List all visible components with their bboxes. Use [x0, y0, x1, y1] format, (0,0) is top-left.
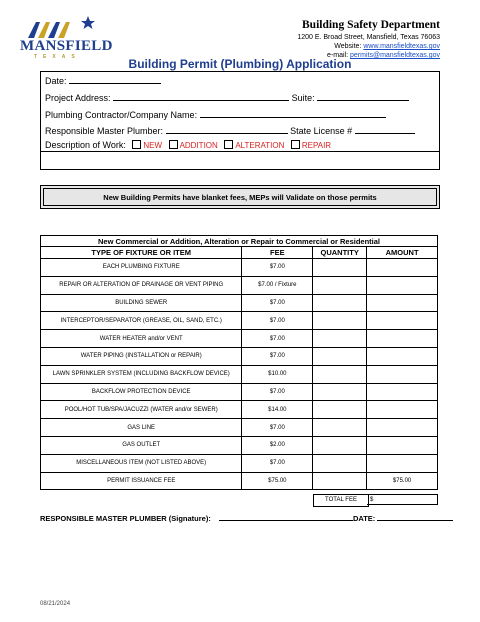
email-label: e-mail:	[327, 52, 349, 59]
quantity-cell[interactable]	[313, 436, 367, 454]
signature-date-label: DATE:	[352, 514, 376, 523]
quantity-cell[interactable]	[313, 312, 367, 330]
table-row	[41, 312, 438, 330]
item-fee: $7.00	[242, 294, 313, 312]
item-name: BUILDING SEWER	[41, 294, 242, 312]
amount-cell[interactable]	[367, 347, 438, 365]
addition-checkbox[interactable]	[169, 140, 178, 149]
total-fee-field[interactable]: $	[367, 494, 438, 505]
date-row	[45, 75, 161, 86]
quantity-cell[interactable]	[313, 330, 367, 348]
page-title: Building Permit (Plumbing) Application	[128, 57, 352, 71]
quantity-cell[interactable]	[313, 383, 367, 401]
website-label: Website:	[334, 43, 362, 50]
item-fee: $7.00	[242, 383, 313, 401]
amount-cell[interactable]	[367, 454, 438, 472]
signature-field[interactable]	[219, 512, 353, 521]
quantity-cell[interactable]	[313, 294, 367, 312]
item-fee: $75.00	[242, 472, 313, 490]
amount-cell[interactable]	[367, 276, 438, 294]
item-fee: $7.00 / Fixture	[242, 276, 313, 294]
contractor-label: Plumbing Contractor/Company Name:	[45, 110, 198, 120]
form-revision-date: 08/21/2024	[40, 601, 71, 607]
repair-checkbox[interactable]	[291, 140, 300, 149]
item-fee: $2.00	[242, 436, 313, 454]
table-row	[41, 276, 438, 294]
work-row	[45, 140, 331, 150]
item-fee: $7.00	[242, 347, 313, 365]
star-icon	[81, 16, 95, 29]
item-name: BACKFLOW PROTECTION DEVICE	[41, 383, 242, 401]
table-row	[41, 419, 438, 437]
license-field[interactable]	[355, 125, 415, 134]
work-description-label: Description of Work:	[45, 140, 126, 150]
contractor-field[interactable]	[200, 109, 386, 118]
applicant-form	[40, 71, 440, 170]
table-row	[41, 347, 438, 365]
item-fee: $14.00	[242, 401, 313, 419]
item-name: GAS OUTLET	[41, 436, 242, 454]
signature-date-field[interactable]	[377, 512, 453, 521]
table-row	[41, 330, 438, 348]
item-name: WATER PIPING (INSTALLATION or REPAIR)	[41, 347, 242, 365]
item-name: POOL/HOT TUB/SPA/JACUZZI (WATER and/or SEWER)	[41, 401, 242, 419]
quantity-cell[interactable]	[313, 401, 367, 419]
amount-cell[interactable]	[367, 401, 438, 419]
logo-subtitle: TEXAS	[34, 54, 81, 60]
addition-option-label: ADDITION	[179, 141, 218, 150]
item-name: GAS LINE	[41, 419, 242, 437]
amount-cell[interactable]	[367, 330, 438, 348]
item-name: INTERCEPTOR/SEPARATOR (GREASE, OIL, SAND, ETC.)	[41, 312, 242, 330]
table-row	[41, 259, 438, 277]
signature-label: RESPONSIBLE MASTER PLUMBER (Signature):	[40, 514, 211, 523]
new-option-label: NEW	[143, 141, 163, 150]
amount-cell[interactable]	[367, 259, 438, 277]
item-fee: $7.00	[242, 312, 313, 330]
table-row	[41, 383, 438, 401]
amount-cell[interactable]	[367, 365, 438, 383]
signature-row	[40, 512, 453, 523]
amount-cell[interactable]	[367, 383, 438, 401]
suite-label: Suite:	[291, 93, 315, 103]
form-divider	[41, 151, 439, 152]
department-name: Building Safety Department	[302, 19, 440, 31]
header-quantity: QUANTITY	[313, 247, 367, 259]
quantity-cell[interactable]	[313, 472, 367, 490]
quantity-cell[interactable]	[313, 259, 367, 277]
email-link[interactable]: permits@mansfieldtexas.gov	[350, 52, 440, 59]
repair-option-label: REPAIR	[301, 141, 332, 150]
item-fee: $7.00	[242, 419, 313, 437]
amount-cell[interactable]	[367, 294, 438, 312]
item-fee: $7.00	[242, 259, 313, 277]
contractor-row	[45, 109, 386, 120]
quantity-cell[interactable]	[313, 347, 367, 365]
total-fee-label: TOTAL FEE	[313, 494, 369, 507]
header-fee: FEE	[242, 247, 313, 259]
suite-field[interactable]	[317, 92, 409, 101]
item-fee: $7.00	[242, 454, 313, 472]
department-contact	[297, 33, 440, 60]
project-address-label: Project Address:	[45, 93, 111, 103]
amount-cell[interactable]	[367, 436, 438, 454]
website-link[interactable]: www.mansfieldtexas.gov	[363, 43, 440, 50]
table-row	[41, 294, 438, 312]
table-row	[41, 436, 438, 454]
item-name: MISCELLANEOUS ITEM (NOT LISTED ABOVE)	[41, 454, 242, 472]
quantity-cell[interactable]	[313, 365, 367, 383]
new-checkbox[interactable]	[132, 140, 141, 149]
alteration-option-label: ALTERATION	[235, 141, 285, 150]
item-name: REPAIR OR ALTERATION OF DRAINAGE OR VENT PIPING	[41, 276, 242, 294]
master-plumber-field[interactable]	[166, 125, 288, 134]
item-name: LAWN SPRINKLER SYSTEM (INCLUDING BACKFLOW DEVICE)	[41, 365, 242, 383]
project-row	[45, 92, 409, 103]
table-row	[41, 365, 438, 383]
amount-cell[interactable]: $75.00	[367, 472, 438, 490]
item-name: EACH PLUMBING FIXTURE	[41, 259, 242, 277]
table-row	[41, 401, 438, 419]
quantity-cell[interactable]	[313, 454, 367, 472]
table-row	[41, 454, 438, 472]
item-fee: $7.00	[242, 330, 313, 348]
date-field[interactable]	[69, 75, 161, 84]
table-caption: New Commercial or Addition, Alteration or Repair to Commercial or Residential	[41, 236, 438, 247]
alteration-checkbox[interactable]	[224, 140, 233, 149]
date-label: Date:	[45, 76, 67, 86]
item-fee: $10.00	[242, 365, 313, 383]
quantity-cell[interactable]	[313, 419, 367, 437]
table-row	[41, 472, 438, 490]
amount-cell[interactable]	[367, 312, 438, 330]
license-label: State License #	[290, 126, 353, 136]
amount-cell[interactable]	[367, 419, 438, 437]
total-row	[40, 494, 438, 506]
plumber-row	[45, 125, 415, 136]
project-address-field[interactable]	[113, 92, 289, 101]
header-item: TYPE OF FIXTURE OR ITEM	[41, 247, 242, 259]
fee-table	[40, 235, 438, 490]
blanket-fee-notice	[40, 185, 440, 209]
address: 1200 E. Broad Street, Mansfield, Texas 76063	[297, 34, 440, 41]
logo-wordmark: MANSFIELD	[20, 38, 113, 54]
item-name: PERMIT ISSUANCE FEE	[41, 472, 242, 490]
item-name: WATER HEATER and/or VENT	[41, 330, 242, 348]
notice-text: New Building Permits have blanket fees, MEPs will Validate on those permits	[43, 188, 437, 206]
quantity-cell[interactable]	[313, 276, 367, 294]
master-plumber-label: Responsible Master Plumber:	[45, 126, 164, 136]
header-amount: AMOUNT	[367, 247, 438, 259]
